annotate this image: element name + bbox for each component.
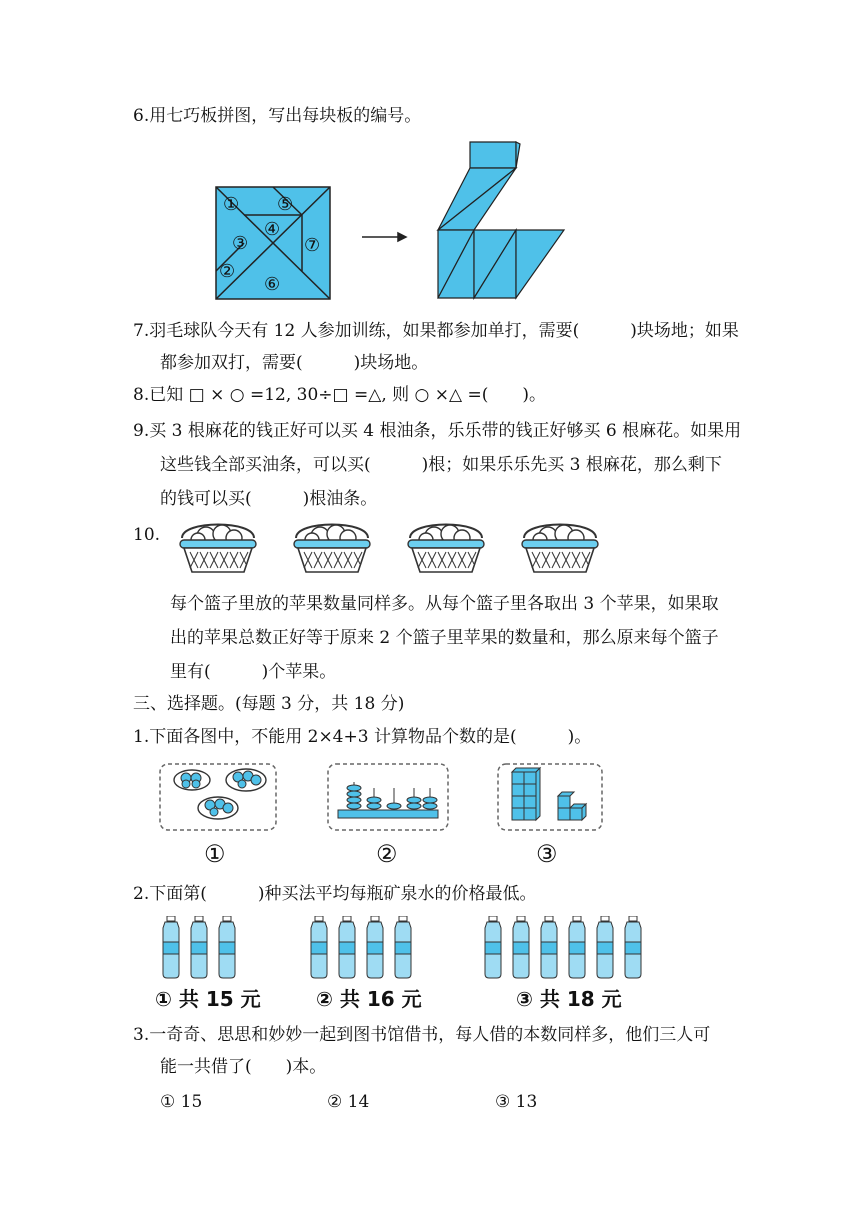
question-10-line3: 里有( )个苹果。: [170, 662, 337, 682]
bottles-figure: [160, 916, 650, 980]
piece-label-2: ②: [219, 261, 236, 282]
piece-label-7: ⑦: [304, 235, 321, 256]
swan-head: [470, 142, 516, 168]
choice-3-line1: 3.一奇奇、思思和妙妙一起到图书馆借书，每人借的本数同样多，他们三人可: [133, 1025, 711, 1045]
piece-label-3: ③: [232, 233, 249, 254]
bottle-caption-3: ③ 共 18 元: [516, 987, 622, 1011]
option-2-label: ②: [376, 840, 398, 868]
question-10-label: 10.: [133, 525, 161, 545]
question-7-line2: 都参加双打，需要( )块场地。: [160, 353, 429, 373]
choice-1-figures: [150, 760, 610, 870]
question-10-line1: 每个篮子里放的苹果数量同样多。从每个篮子里各取出 3 个苹果，如果取: [170, 594, 719, 614]
bottle-caption-2: ② 共 16 元: [316, 987, 422, 1011]
option-1-label: ①: [204, 840, 226, 868]
cubes-icon: [512, 768, 586, 820]
bottle-icon: [541, 916, 557, 978]
abacus-icon: [338, 782, 438, 818]
question-9-line1: 9.买 3 根麻花的钱正好可以买 4 根油条，乐乐带的钱正好够买 6 根麻花。如果用: [133, 421, 742, 441]
question-9-line2: 这些钱全部买油条，可以买( )根；如果乐乐先买 3 根麻花，那么剩下: [160, 455, 722, 475]
choice-3-line2: 能一共借了( )本。: [160, 1057, 327, 1077]
choice-3-option-3: ③ 13: [495, 1092, 538, 1112]
piece-label-5: ⑤: [277, 194, 294, 215]
bottle-icon: [339, 916, 355, 978]
piece-label-6: ⑥: [264, 274, 281, 295]
bottle-icon: [569, 916, 585, 978]
choice-1-text: 1.下面各图中，不能用 2×4+3 计算物品个数的是( )。: [133, 727, 592, 747]
bottle-icon: [513, 916, 529, 978]
basket-icon: [522, 525, 598, 573]
bottle-icon: [163, 916, 179, 978]
piece-label-1: ①: [223, 194, 240, 215]
swan-tail: [516, 230, 564, 298]
bottle-icon: [395, 916, 411, 978]
question-7-line1: 7.羽毛球队今天有 12 人参加训练，如果都参加单打，需要( )块场地；如果: [133, 321, 739, 341]
question-6-text: 6.用七巧板拼图，写出每块板的编号。: [133, 106, 422, 126]
bottle-icon: [485, 916, 501, 978]
basket-icon: [180, 525, 256, 573]
bottle-icon: [219, 916, 235, 978]
choice-3-option-2: ② 14: [327, 1092, 370, 1112]
option-3-label: ③: [536, 840, 558, 868]
bottle-icon: [597, 916, 613, 978]
bottle-icon: [311, 916, 327, 978]
swan-shape: [430, 140, 570, 302]
question-10-line2: 出的苹果总数正好等于原来 2 个篮子里苹果的数量和，那么原来每个篮子: [170, 628, 719, 648]
bottle-icon: [625, 916, 641, 978]
basket-icon: [294, 525, 370, 573]
piece-label-4: ④: [264, 219, 281, 240]
section-3-title: 三、选择题。(每题 3 分，共 18 分): [133, 694, 405, 714]
bottle-caption-1: ① 共 15 元: [155, 987, 261, 1011]
plate-icon: [226, 769, 266, 791]
question-9-line3: 的钱可以买( )根油条。: [160, 489, 378, 509]
basket-icon: [408, 525, 484, 573]
bottle-icon: [191, 916, 207, 978]
bottle-icon: [367, 916, 383, 978]
plate-icon: [174, 770, 210, 790]
choice-3-option-1: ① 15: [160, 1092, 203, 1112]
arrow-icon: [362, 233, 406, 241]
plate-icon: [198, 797, 238, 819]
question-8-text: 8.已知 □ × ○ =12, 30÷□ =△, 则 ○ ×△ =( )。: [133, 385, 546, 405]
basket-row: [170, 514, 610, 578]
choice-2-text: 2.下面第( )种买法平均每瓶矿泉水的价格最低。: [133, 884, 537, 904]
